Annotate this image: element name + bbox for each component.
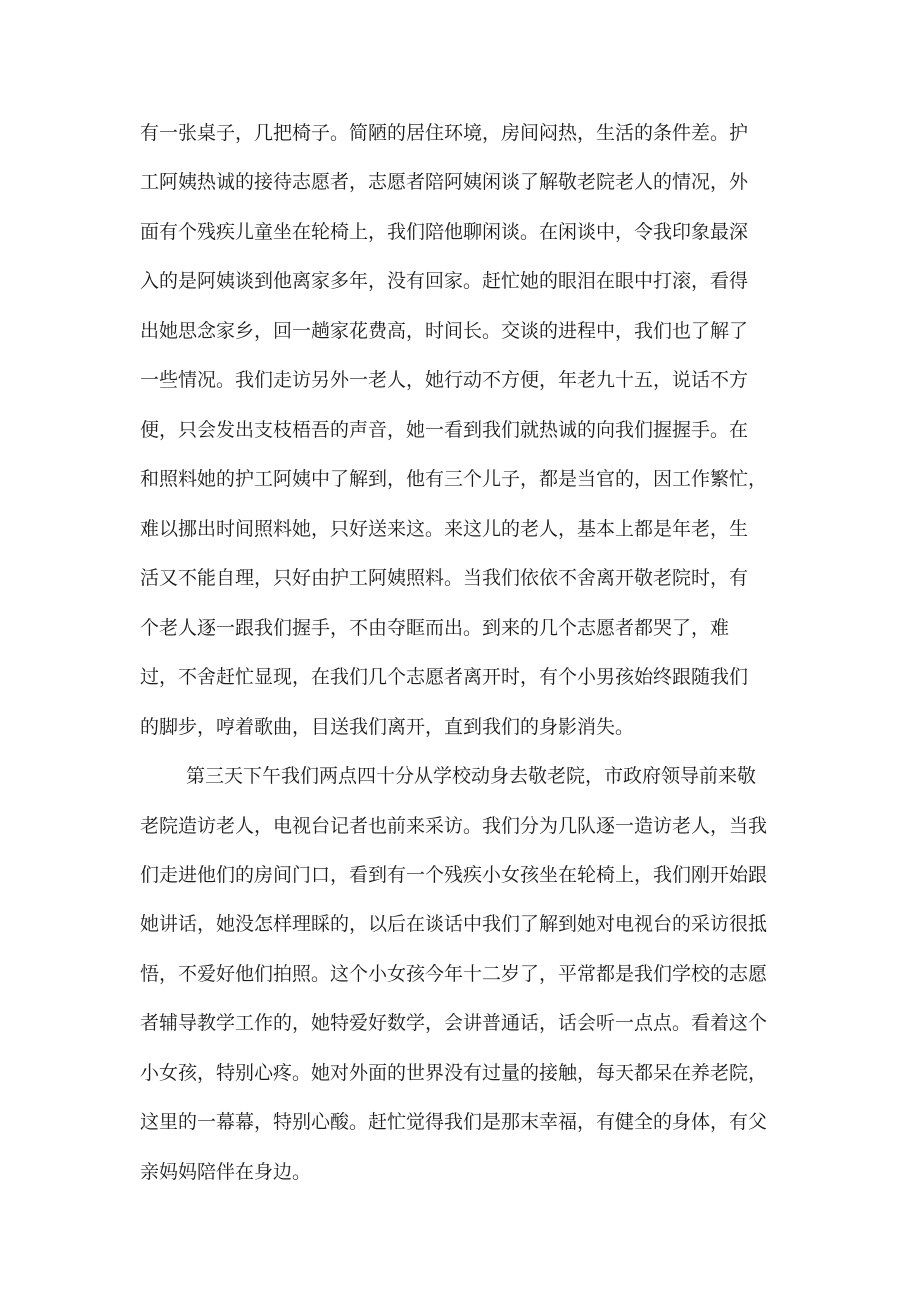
text-line: 小女孩，特别心疼。她对外面的世界没有过量的接触，每天都呆在养老院，	[140, 1062, 768, 1084]
text-line: 有一张桌子，几把椅子。简陋的居住环境，房间闷热，生活的条件差。护	[140, 122, 749, 144]
text-line: 工阿姨热诚的接待志愿者，志愿者陪阿姨闲谈了解敬老院老人的情况，外	[140, 171, 749, 193]
text-line: 者辅导教学工作的，她特爱好数学，会讲普通话，话会听一点点。看着这个	[140, 1012, 768, 1034]
text-line: 活又不能自理，只好由护工阿姨照料。当我们依依不舍离开敬老院时，有	[140, 567, 749, 589]
text-line: 她讲话，她没怎样理睬的，以后在谈话中我们了解到她对电视台的采访很抵	[140, 913, 768, 935]
text-line: 个老人逐一跟我们握手，不由夺眶而出。到来的几个志愿者都哭了，难	[140, 617, 730, 639]
text-line: 难以挪出时间照料她，只好送来这。来这儿的老人，基本上都是年老，生	[140, 518, 749, 540]
text-line: 这里的一幕幕，特别心酸。赶忙觉得我们是那末幸福，有健全的身体，有父	[140, 1111, 768, 1133]
text-line: 悟，不爱好他们拍照。这个小女孩今年十二岁了，平常都是我们学校的志愿	[140, 963, 768, 985]
text-line: 的脚步，哼着歌曲，目送我们离开，直到我们的身影消失。	[140, 716, 635, 738]
text-line: 一些情况。我们走访另外一老人，她行动不方便，年老九十五，说话不方	[140, 369, 749, 391]
text-line: 老院造访老人，电视台记者也前来采访。我们分为几队逐一造访老人，当我	[140, 815, 768, 837]
text-line: 入的是阿姨谈到他离家多年，没有回家。赶忙她的眼泪在眼中打滚，看得	[140, 270, 749, 292]
text-line: 过，不舍赶忙显现，在我们几个志愿者离开时，有个小男孩始终跟随我们	[140, 666, 749, 688]
text-line: 和照料她的护工阿姨中了解到，他有三个儿子，都是当官的，因工作繁忙，	[140, 468, 768, 490]
text-line: 第三天下午我们两点四十分从学校动身去敬老院，市政府领导前来敬	[186, 765, 757, 787]
text-line: 亲妈妈陪伴在身边。	[140, 1161, 312, 1183]
text-line: 出她思念家乡，回一趟家花费高，时间长。交谈的进程中，我们也了解了	[140, 320, 749, 342]
text-line: 们走进他们的房间门口，看到有一个残疾小女孩坐在轮椅上，我们刚开始跟	[140, 864, 768, 886]
text-line: 便，只会发出支枝梧吾的声音，她一看到我们就热诚的向我们握握手。在	[140, 419, 749, 441]
text-line: 面有个残疾儿童坐在轮椅上，我们陪他聊闲谈。在闲谈中，令我印象最深	[140, 221, 749, 243]
